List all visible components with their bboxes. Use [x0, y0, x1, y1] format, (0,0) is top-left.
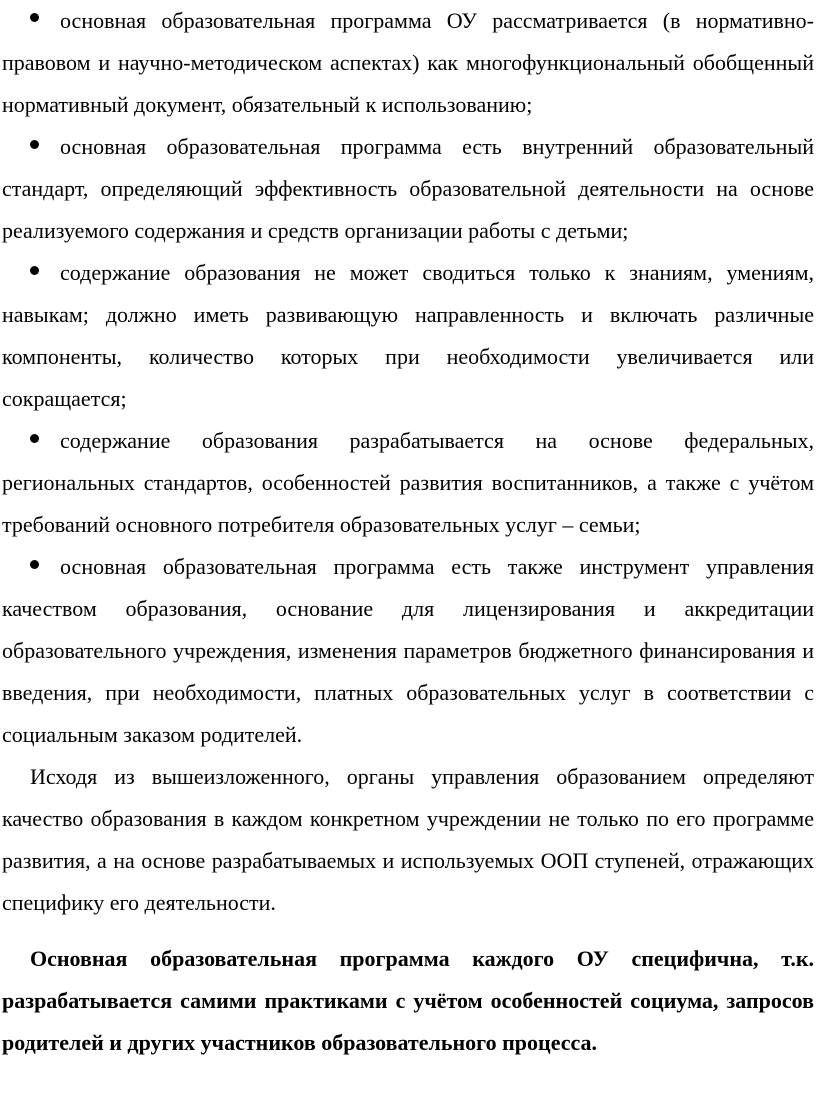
bullet-item	[2, 546, 814, 756]
bullet-item	[2, 126, 814, 252]
body-paragraph: Исходя из вышеизложенного, органы управления образованием определяют качество образования в каждом конкретном учреждении не только по его программе развития, а на основе разрабатываемых и используемых ООП ступеней, отражающих специфику его деятельности.	[2, 764, 814, 915]
bullet-item	[2, 252, 814, 420]
bullet-icon	[30, 560, 39, 569]
bullet-item	[2, 420, 814, 546]
bullet-text: основная образовательная программа есть также инструмент управления качеством образования, основание для лицензирования и аккредитации образовательного учреждения, изменения параметров бюджетного финансирования и введения, при необходимости, платных образовательных услуг в соответствии с социальным заказом родителей.	[2, 554, 814, 747]
conclusion-paragraph: Основная образовательная программа каждого ОУ специфична, т.к. разрабатывается самими практиками с учётом особенностей социума, запросов родителей и других участников образовательного процесса.	[2, 946, 814, 1055]
bullet-item	[2, 0, 814, 126]
bullet-list	[2, 0, 814, 756]
bullet-text: основная образовательная программа есть внутренний образовательный стандарт, определяющий эффективность образовательной деятельности на основе реализуемого содержания и средств организации работы с детьми;	[2, 134, 814, 243]
bullet-text: содержание образования разрабатывается на основе федеральных, региональных стандартов, особенностей развития воспитанников, а также с учётом требований основного потребителя образовательных услуг – семьи;	[2, 428, 814, 537]
bullet-icon	[30, 13, 39, 22]
bullet-icon	[30, 140, 39, 149]
bullet-icon	[30, 266, 39, 275]
bullet-text: основная образовательная программа ОУ рассматривается (в нормативно-правовом и научно-методическом аспектах) как многофункциональный обобщенный нормативный документ, обязательный к использованию;	[2, 8, 814, 117]
bullet-text: содержание образования не может сводиться только к знаниям, умениям, навыкам; должно иметь развивающую направленность и включать различные компоненты, количество которых при необходимости увеличивается или сокращается;	[2, 260, 814, 411]
bullet-icon	[30, 434, 39, 443]
